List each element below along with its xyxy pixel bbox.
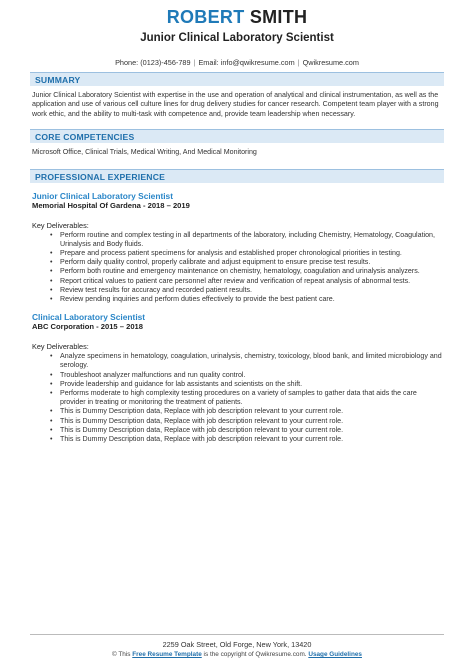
- first-name: ROBERT: [166, 7, 245, 27]
- list-item: [50, 277, 442, 286]
- credit-middle: is the copyright of Qwikresume.com.: [203, 651, 307, 658]
- free-resume-template-link[interactable]: Free Resume Template: [132, 651, 202, 658]
- bullet-icon: •: [50, 416, 53, 425]
- bullet-icon: •: [50, 276, 53, 285]
- job-entry: [30, 191, 444, 305]
- list-item-text: Provide leadership and guidance for lab assistants and scientists on the shift.: [60, 379, 303, 388]
- contact-email[interactable]: Email: info@qwikresume.com: [198, 58, 295, 67]
- list-item: [50, 435, 442, 444]
- list-item: [50, 249, 442, 258]
- footer-divider: [30, 634, 444, 635]
- contact-separator: |: [193, 58, 196, 67]
- list-item-text: This is Dummy Description data, Replace with job description relevant to your current role.: [60, 435, 344, 444]
- list-item: [50, 352, 442, 370]
- list-item: [50, 426, 442, 435]
- list-item: [50, 417, 442, 426]
- list-item-text: This is Dummy Description data, Replace with job description relevant to your current role.: [60, 407, 344, 416]
- list-item-text: Troubleshoot analyzer malfunctions and run quality control.: [60, 370, 246, 379]
- list-item-text: Performs moderate to high complexity testing procedures on a variety of samples to gather data that aids the care provider in treating or monitoring the treatment of patients.: [60, 389, 417, 407]
- list-item-text: Perform both routine and emergency maintenance on chemistry, hematology, coagulation and urinalysis analyzers.: [60, 267, 420, 276]
- contact-line: [30, 58, 444, 68]
- list-item-text: This is Dummy Description data, Replace with job description relevant to your current role.: [60, 416, 344, 425]
- footer-address: 2259 Oak Street, Old Forge, New York, 13420: [162, 640, 312, 649]
- bullet-icon: •: [50, 285, 53, 294]
- bullet-icon: •: [50, 379, 53, 388]
- list-item-text: Perform routine and complex testing in all departments of the laboratory, including Chemistry, Hematology, Coagulation, Urinalysis and Body fluids.: [60, 230, 435, 248]
- list-item-text: Review pending inquiries and perform duties effectively to provide the best patient care.: [60, 295, 335, 304]
- list-item: [50, 389, 442, 407]
- job-entry-title: Clinical Laboratory Scientist: [32, 312, 146, 323]
- deliverables-list: [32, 352, 442, 444]
- bullet-icon: •: [50, 389, 53, 398]
- contact-separator: |: [297, 58, 300, 67]
- bullet-icon: •: [50, 407, 53, 416]
- list-item-text: Report critical values to patient care personnel after review and verification of repeat analysis of abnormal tests.: [60, 276, 411, 285]
- bullet-icon: •: [50, 352, 53, 361]
- bullet-icon: •: [50, 267, 53, 276]
- list-item: [50, 380, 442, 389]
- bullet-icon: •: [50, 425, 53, 434]
- summary-heading: SUMMARY: [30, 72, 444, 86]
- bullet-icon: •: [50, 370, 53, 379]
- bullet-icon: •: [50, 230, 53, 239]
- bullet-icon: •: [50, 295, 53, 304]
- credit-prefix: © This: [112, 651, 131, 658]
- list-item: [50, 258, 442, 267]
- list-item-text: This is Dummy Description data, Replace with job description relevant to your current role.: [60, 425, 344, 434]
- list-item: [50, 295, 442, 304]
- bullet-icon: •: [50, 258, 53, 267]
- deliverables-list: [32, 231, 442, 305]
- list-item-text: Perform daily quality control, properly calibrate and adjust equipment to ensure precise test results.: [60, 258, 371, 267]
- bullet-icon: •: [50, 249, 53, 258]
- last-name: SMITH: [249, 7, 308, 27]
- job-entry: [30, 312, 444, 444]
- summary-text: Junior Clinical Laboratory Scientist with expertise in the use and operation of analytical and clinical instrumentation, as well as the application and use of various cell culture lines for drug delivery studies for cancer research. Competent team player with a strong work ethic, and the ability to multi-task with competence and, provide team leadership when necessary.: [32, 91, 439, 118]
- list-item: [50, 371, 442, 380]
- contact-website[interactable]: Qwikresume.com: [302, 58, 359, 67]
- footer-credit: [0, 650, 474, 659]
- list-item: [50, 267, 442, 276]
- list-item-text: Prepare and process patient specimens for analysis and established proper chronological priorities in testing.: [60, 249, 402, 258]
- experience-heading: PROFESSIONAL EXPERIENCE: [30, 169, 444, 183]
- list-item-text: Analyze specimens in hematology, coagulation, urinalysis, chemistry, toxicology, blood bank, and limited microbiology and serology.: [60, 352, 442, 370]
- candidate-name: [30, 0, 444, 28]
- core-competencies-heading: CORE COMPETENCIES: [30, 129, 444, 143]
- list-item: [50, 286, 442, 295]
- page-footer: [0, 634, 474, 659]
- list-item: [50, 407, 442, 416]
- job-entry-title: Junior Clinical Laboratory Scientist: [32, 190, 174, 201]
- core-competencies-text: Microsoft Office, Clinical Trials, Medical Writing, And Medical Monitoring: [32, 148, 257, 157]
- list-item-text: Review test results for accuracy and recorded patient results.: [60, 285, 253, 294]
- bullet-icon: •: [50, 435, 53, 444]
- job-title: Junior Clinical Laboratory Scientist: [140, 32, 334, 44]
- list-item: [50, 231, 442, 249]
- job-entry-company: ABC Corporation - 2015 – 2018: [32, 322, 143, 332]
- contact-phone: Phone: (0123)-456-789: [115, 58, 191, 67]
- key-deliverables-label: Key Deliverables:: [32, 342, 89, 352]
- key-deliverables-label: Key Deliverables:: [32, 220, 89, 230]
- usage-guidelines-link[interactable]: Usage Guidelines: [308, 651, 362, 658]
- job-entry-company: Memorial Hospital Of Gardena - 2018 – 2019: [32, 200, 190, 210]
